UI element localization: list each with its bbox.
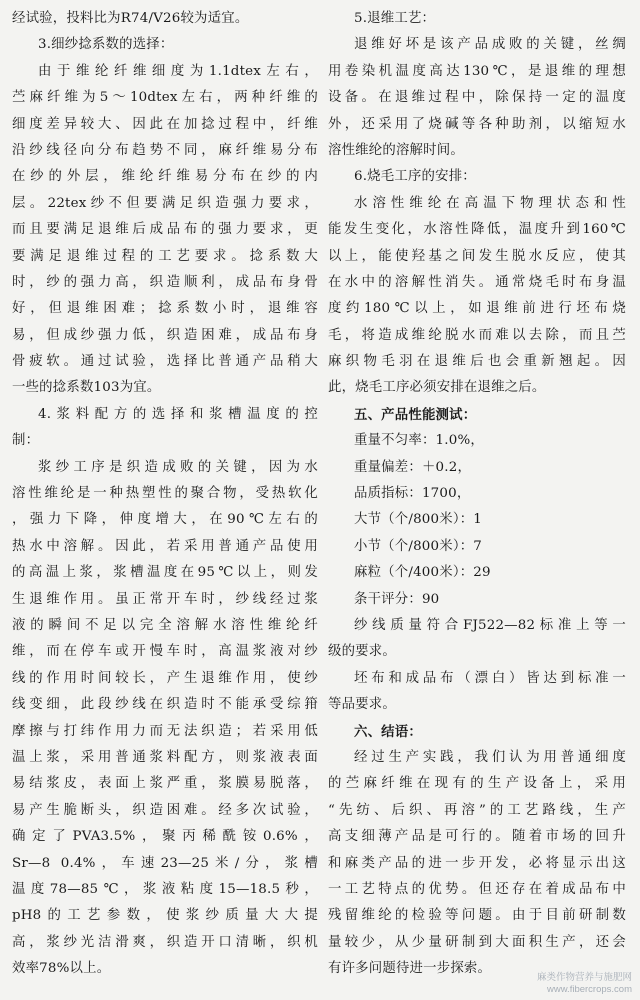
- text-line: 的高温上浆，浆槽温度在95℃以上，则发: [12, 565, 318, 581]
- text-line: 有许多问题待进一步探索。: [328, 961, 492, 977]
- text-line: 一些的捻系数103为宜。: [12, 380, 161, 396]
- text-line: 此，烧毛工序必须安排在退维之后。: [328, 380, 546, 396]
- text-line: 品质指标：1700，: [354, 486, 471, 502]
- text-line: 热水中溶解。因此，若采用普通产品使用: [12, 538, 318, 554]
- text-line: 条干评分：90: [354, 591, 440, 607]
- text-line: “先纺、后织、再溶”的工艺路线，生产: [328, 802, 626, 818]
- text-line: 重量偏差：＋0.2，: [354, 459, 472, 475]
- text-line: 易产生脆断头，织造困难。经多次试验，: [12, 802, 318, 818]
- text-line: 好，但退维困难；捻系数小时，退维容: [12, 301, 318, 317]
- section-heading: 5.退维工艺：: [354, 11, 436, 26]
- text-line: 温上浆，采用普通浆料配方，则浆液表面: [12, 749, 318, 765]
- text-line: 和麻类产品的进一步开发，必将显示出这: [328, 855, 626, 871]
- text-line: 经过生产实践，我们认为用普通细度: [354, 749, 626, 765]
- watermark-site-name: 麻类作物营养与施肥网: [536, 972, 632, 983]
- text-line: Sr—8 0.4%，车速23—25米/分，浆槽: [12, 855, 318, 871]
- section-heading: 五、产品性能测试：: [354, 406, 477, 423]
- text-line: 在纱的外层，维纶纤维易分布在纱的内: [12, 169, 318, 185]
- text-line: 经试验，投料比为R74/V26较为适宜。: [12, 11, 249, 26]
- text-line: 苎麻纤维为5～10dtex左右，两种纤维的: [12, 90, 318, 106]
- text-line: 的苎麻纤维在现有的生产设备上，采用: [328, 776, 626, 792]
- text-line: 维，而在停车或开慢车时，高温浆液对纱: [12, 644, 318, 660]
- text-line: 制：: [12, 433, 40, 449]
- text-line: 液的瞬间不足以完全溶解水溶性维纶纤: [12, 617, 318, 633]
- text-line: 细度差异较大、因此在加捻过程中，纤维: [12, 116, 318, 132]
- text-line: 高，浆纱光洁滑爽，织造开口清晰，织机: [12, 934, 318, 950]
- text-line: 能发生变化，水溶性降低，温度升到160℃: [328, 222, 626, 238]
- text-line: 设备。在退维过程中，除保持一定的温度: [328, 90, 626, 106]
- text-line: 毛，将造成维纶脱水而难以去除，而且苎: [328, 327, 626, 343]
- text-line: 麻织物毛羽在退维后也会重新翘起。因: [328, 354, 626, 370]
- text-line: 而且要满足退维后成品布的强力要求，更: [12, 222, 318, 238]
- text-line: 易，但成纱强力低，织造困难，成品布身: [12, 327, 318, 343]
- text-line: 量较少，从少量研制到大面积生产，还会: [328, 934, 626, 950]
- text-line: 层。22tex纱不但要满足织造强力要求，: [12, 195, 318, 211]
- text-line: 线变细，此段纱线在织造时不能承受综箝: [12, 697, 318, 713]
- text-line: 易结浆皮，表面上浆严重，浆膜易脱落，: [12, 776, 318, 792]
- text-line: 溶性维纶的溶解时间。: [328, 142, 464, 158]
- section-heading: 6.烧毛工序的安排：: [354, 169, 476, 185]
- section-heading: 六、结语：: [354, 723, 422, 740]
- text-line: ，强力下降，伸度增大，在90℃左右的: [12, 512, 318, 528]
- text-line: 沿纱线径向分布趋势不同，麻纤维易分布: [12, 142, 318, 158]
- text-line: 小节（个/800米）：7: [354, 538, 483, 554]
- text-line: 重量不匀率：1.0%，: [354, 433, 484, 449]
- text-line: 骨疲软。通过试验，选择比普通产品稍大: [12, 354, 318, 370]
- text-columns: [12, 6, 626, 982]
- text-line: 麻粒（个/400米）：29: [354, 565, 491, 581]
- text-line: 4.浆料配方的选择和浆槽温度的控: [38, 406, 318, 422]
- text-line: 高支细薄产品是可行的。随着市场的回升: [328, 829, 626, 845]
- text-line: 由于维纶纤维细度为1.1dtex左右，: [38, 63, 318, 79]
- left-column: [12, 6, 318, 982]
- site-watermark: [537, 972, 632, 996]
- text-line: 退维好坏是该产品成败的关键，丝绸: [354, 37, 626, 53]
- text-line: 摩擦与打纬作用力而无法织造；若采用低: [12, 723, 318, 739]
- section-heading: 3.细纱捻系数的选择：: [38, 37, 174, 53]
- text-line: 水溶性维纶在高温下物理状态和性: [354, 195, 626, 211]
- watermark-url: www.fibercrops.com: [547, 984, 632, 995]
- text-line: 时，纱的强力高，织造顺利，成品布身骨: [12, 274, 318, 290]
- text-line: pH8的工艺参数，使浆纱质量大大提: [12, 908, 318, 924]
- text-line: 纱线质量符合FJ522—82标准上等一: [354, 617, 626, 633]
- right-column: [328, 6, 626, 982]
- text-line: 级的要求。: [328, 644, 396, 660]
- text-line: 大节（个/800米）：1: [354, 512, 483, 528]
- text-line: 溶性维纶是一种热塑性的聚合物，受热软化: [12, 486, 318, 502]
- text-line: 温度78—85℃，浆液粘度15—18.5秒，: [12, 881, 318, 897]
- text-line: 确定了PVA3.5%，聚丙稀酰铵0.6%，: [12, 829, 318, 845]
- text-line: 等品要求。: [328, 697, 396, 713]
- text-line: 要满足退维过程的工艺要求。捻系数大: [12, 248, 318, 264]
- text-line: 度约180℃以上，如退维前进行坯布烧: [328, 301, 626, 317]
- text-line: 在水中的溶解性消失。通常烧毛时布身温: [328, 274, 626, 290]
- text-line: 效率78%以上。: [12, 961, 111, 977]
- text-line: 浆纱工序是织造成败的关键，因为水: [38, 459, 318, 475]
- text-line: 生退维作用。虽正常开车时，纱线经过浆: [12, 591, 318, 607]
- text-line: 用卷染机温度高达130℃，是退维的理想: [328, 63, 626, 79]
- text-line: 残留维纶的检验等问题。由于目前研制数: [328, 908, 626, 924]
- text-line: 线的作用时间较长，产生退维作用，使纱: [12, 670, 318, 686]
- text-line: 一工艺特点的优势。但还存在着成品布中: [328, 881, 626, 897]
- text-line: 坯布和成品布（漂白）皆达到标准一: [354, 670, 626, 686]
- text-line: 以上，能使羟基之间发生脱水反应，使其: [328, 248, 626, 264]
- text-line: 外，还采用了烧碱等各种助剂，以缩短水: [328, 116, 626, 132]
